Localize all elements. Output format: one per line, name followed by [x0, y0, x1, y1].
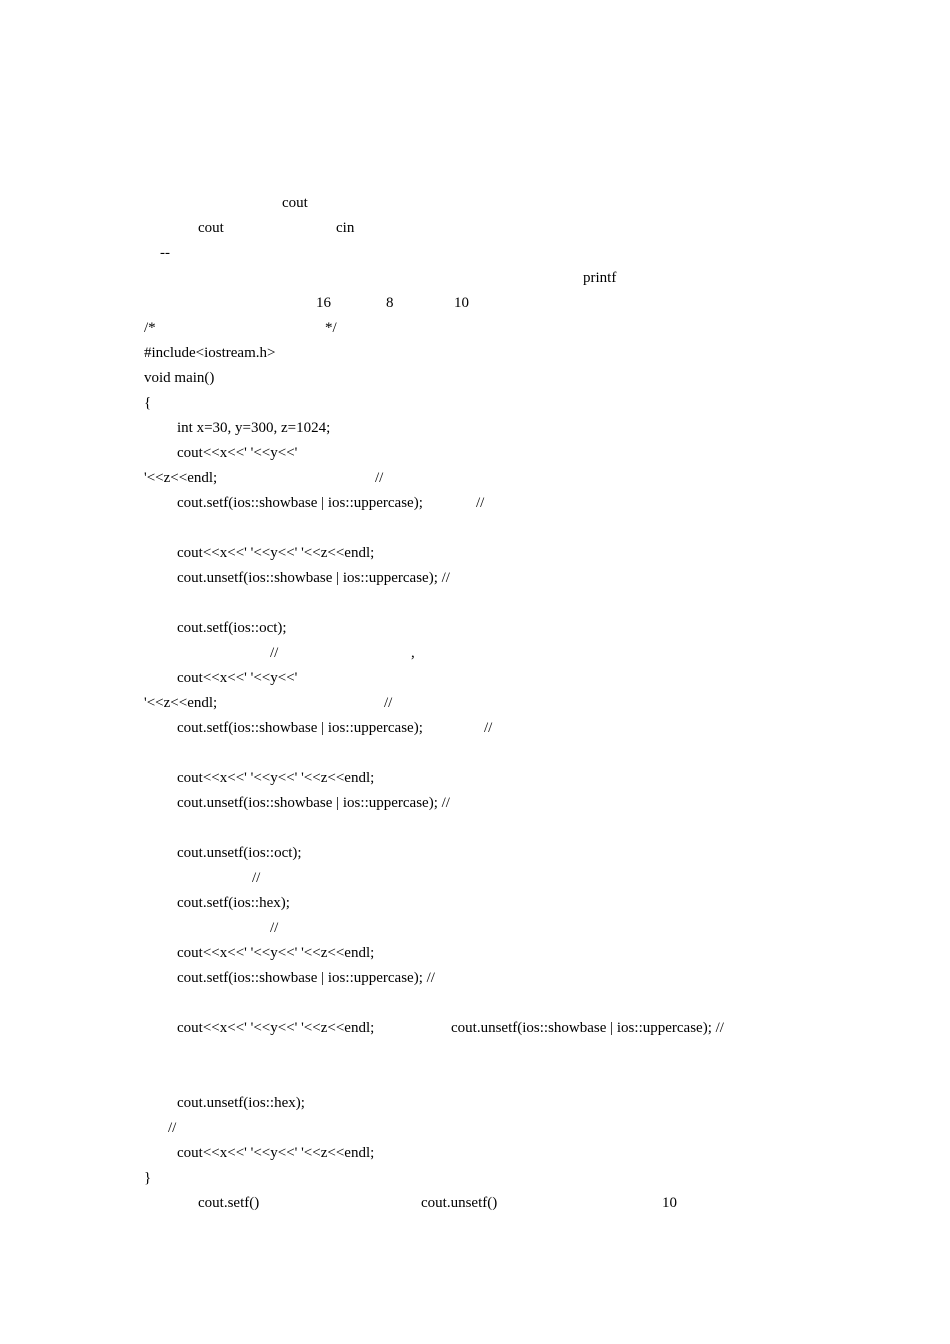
text-segment: //: [270, 920, 279, 936]
text-segment: //: [252, 870, 261, 886]
text-segment: cout.setf(ios::oct);: [177, 620, 287, 636]
text-segment: cin: [336, 220, 355, 236]
text-segment: cout<<x<<' '<<y<<' '<<z<<endl;: [177, 945, 375, 961]
text-line: [0, 891, 950, 916]
text-segment: //: [384, 695, 393, 711]
text-line: [0, 791, 950, 816]
text-line: [0, 566, 950, 591]
text-segment: '<<z<<endl;: [144, 470, 218, 486]
text-segment: //: [484, 720, 493, 736]
text-line: [0, 941, 950, 966]
text-segment: cout<<x<<' '<<y<<' '<<z<<endl;: [177, 1145, 375, 1161]
text-segment: cout.setf(ios::showbase | ios::uppercase);: [177, 495, 423, 511]
text-segment: cout: [282, 195, 308, 211]
text-line: [0, 191, 950, 216]
text-line: [0, 216, 950, 241]
text-line: [0, 841, 950, 866]
text-line: [0, 441, 950, 466]
text-segment: 8: [386, 295, 394, 311]
text-segment: int x=30, y=300, z=1024;: [177, 420, 331, 436]
text-segment: cout.setf(ios::hex);: [177, 895, 290, 911]
text-line: [0, 1016, 950, 1041]
text-segment: cout<<x<<' '<<y<<' '<<z<<endl;: [177, 545, 375, 561]
text-segment: cout.unsetf(ios::showbase | ios::uppercase); //: [177, 570, 450, 586]
text-line: [0, 1141, 950, 1166]
text-line: [0, 716, 950, 741]
text-segment: 10: [454, 295, 469, 311]
text-line: [0, 1166, 950, 1191]
text-segment: //: [270, 645, 279, 661]
text-segment: void main(): [144, 370, 215, 386]
text-line: [0, 391, 950, 416]
text-line: [0, 866, 950, 891]
text-segment: /*: [144, 320, 156, 336]
text-line: [0, 241, 950, 266]
text-line: [0, 491, 950, 516]
text-line: [0, 416, 950, 441]
text-line: [0, 341, 950, 366]
text-line: [0, 541, 950, 566]
text-segment: cout.setf(ios::showbase | ios::uppercase);: [177, 720, 423, 736]
text-line: [0, 466, 950, 491]
text-line: [0, 291, 950, 316]
text-line: [0, 1091, 950, 1116]
text-segment: cout<<x<<' '<<y<<' '<<z<<endl;: [177, 1020, 375, 1036]
text-line: [0, 666, 950, 691]
text-segment: cout.unsetf(ios::showbase | ios::uppercase); //: [177, 795, 450, 811]
text-line: [0, 1116, 950, 1141]
text-segment: printf: [583, 270, 617, 286]
text-segment: //: [168, 1120, 177, 1136]
text-segment: }: [144, 1170, 152, 1186]
text-line: [0, 316, 950, 341]
text-line: [0, 916, 950, 941]
text-segment: cout<<x<<' '<<y<<' '<<z<<endl;: [177, 770, 375, 786]
text-segment: cout: [198, 220, 224, 236]
text-segment: --: [160, 245, 170, 261]
text-segment: //: [476, 495, 485, 511]
text-segment: ,: [411, 645, 415, 661]
text-segment: cout.setf(ios::showbase | ios::uppercase); //: [177, 970, 435, 986]
text-segment: cout<<x<<' '<<y<<': [177, 445, 298, 461]
text-segment: 16: [316, 295, 331, 311]
text-line: [0, 691, 950, 716]
text-segment: cout.unsetf(ios::oct);: [177, 845, 302, 861]
text-segment: {: [144, 395, 152, 411]
text-segment: cout.unsetf(ios::hex);: [177, 1095, 305, 1111]
text-segment: */: [325, 320, 337, 336]
text-line: [0, 766, 950, 791]
text-line: [0, 366, 950, 391]
text-segment: cout.unsetf(): [421, 1195, 498, 1211]
text-segment: '<<z<<endl;: [144, 695, 218, 711]
text-line: [0, 966, 950, 991]
text-line: [0, 616, 950, 641]
text-segment: #include<iostream.h>: [144, 345, 276, 361]
text-line: [0, 266, 950, 291]
text-line: [0, 1191, 950, 1216]
text-segment: cout.setf(): [198, 1195, 260, 1211]
text-segment: 10: [662, 1195, 677, 1211]
text-segment: cout.unsetf(ios::showbase | ios::uppercase); //: [451, 1020, 724, 1036]
text-segment: cout<<x<<' '<<y<<': [177, 670, 298, 686]
text-line: [0, 641, 950, 666]
text-segment: //: [375, 470, 384, 486]
